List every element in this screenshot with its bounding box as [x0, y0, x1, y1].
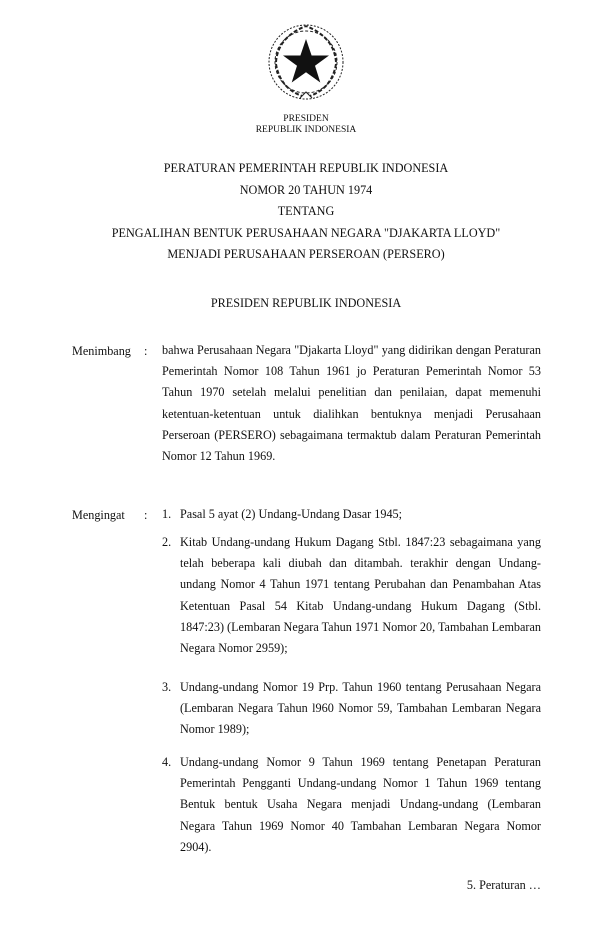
title-line-3: TENTANG: [277, 204, 335, 218]
title-line-5: MENJADI PERUSAHAAN PERSEROAN (PERSERO): [167, 247, 445, 261]
title-line-1: PERATURAN PEMERINTAH REPUBLIK INDONESIA: [163, 161, 449, 175]
menimbang-colon: :: [144, 344, 148, 358]
menimbang-label: Menimbang: [72, 344, 131, 358]
mengingat-item-1: [162, 504, 541, 525]
item-text: Undang-undang Nomor 19 Prp. Tahun 1960 tentang Perusahaan Negara (Lembaran Negara Tahun l960 Nomor 59, Tambahan Lembaran Negara Nomor 1989);: [180, 680, 541, 737]
mengingat-item-2: [162, 532, 541, 659]
mengingat-item-4: [162, 752, 541, 858]
item-text: Undang-undang Nomor 9 Tahun 1969 tentang Penetapan Peraturan Pemerintah Pengganti Undang-undang Nomor 1 Tahun 1969 tentang Bentuk bentuk Usaha Negara menjadi Undang-undang (Lembaran Negara Tahun 1969 Nomor 40 Tambahan Lembaran Negara Nomor 2904).: [180, 755, 541, 854]
title-line-4: PENGALIHAN BENTUK PERUSAHAAN NEGARA "DJAKARTA LLOYD": [111, 225, 501, 240]
regulation-title: [0, 158, 612, 266]
header-republik-indonesia: REPUBLIK INDONESIA: [255, 125, 357, 135]
item-number: 2.: [162, 535, 172, 549]
item-number: 4.: [162, 755, 172, 769]
header-presiden: PRESIDEN: [283, 114, 329, 124]
president-heading: PRESIDEN REPUBLIK INDONESIA: [210, 296, 402, 310]
mengingat-colon: :: [144, 508, 148, 522]
title-line-2: NOMOR 20 TAHUN 1974: [239, 182, 373, 197]
item-number: 3.: [162, 680, 172, 694]
presidential-emblem-icon: [266, 22, 346, 102]
item-text: Pasal 5 ayat (2) Undang-Undang Dasar 1945;: [180, 507, 403, 521]
item-number: 1.: [162, 507, 172, 521]
menimbang-text: bahwa Perusahaan Negara "Djakarta Lloyd" yang didirikan dengan Peraturan Pemerintah Nomor 108 Tahun 1961 jo Peraturan Pemerintah Nomor 53 Tahun 1970 setelah melalui penelitian dan penilaian, dapat memenuhi ketentuan-ketentuan untuk dialihkan bentuknya menjadi Perusahaan Perseroan (PERSERO) sebagaimana termaktub dalam Peraturan Pemerintah Nomor 12 Tahun 1969.: [162, 343, 541, 464]
mengingat-label: Mengingat: [72, 508, 125, 522]
page-continuation: 5. Peraturan …: [466, 878, 541, 892]
mengingat-item-3: [162, 677, 541, 741]
item-text: Kitab Undang-undang Hukum Dagang Stbl. 1847:23 sebagaimana yang telah beberapa kali diubah dan ditambah. terakhir dengan Undang-undang Nomor 4 Tahun 1971 tentang Perubahan dan Penambahan Atas Ketentuan Pasal 54 Kitab Undang-undang Hukum Dagang (Stbl. 1847:23) (Lembaran Negara Tahun 1971 Nomor 20, Tambahan Lembaran Negara Nomor 2959);: [180, 535, 541, 656]
